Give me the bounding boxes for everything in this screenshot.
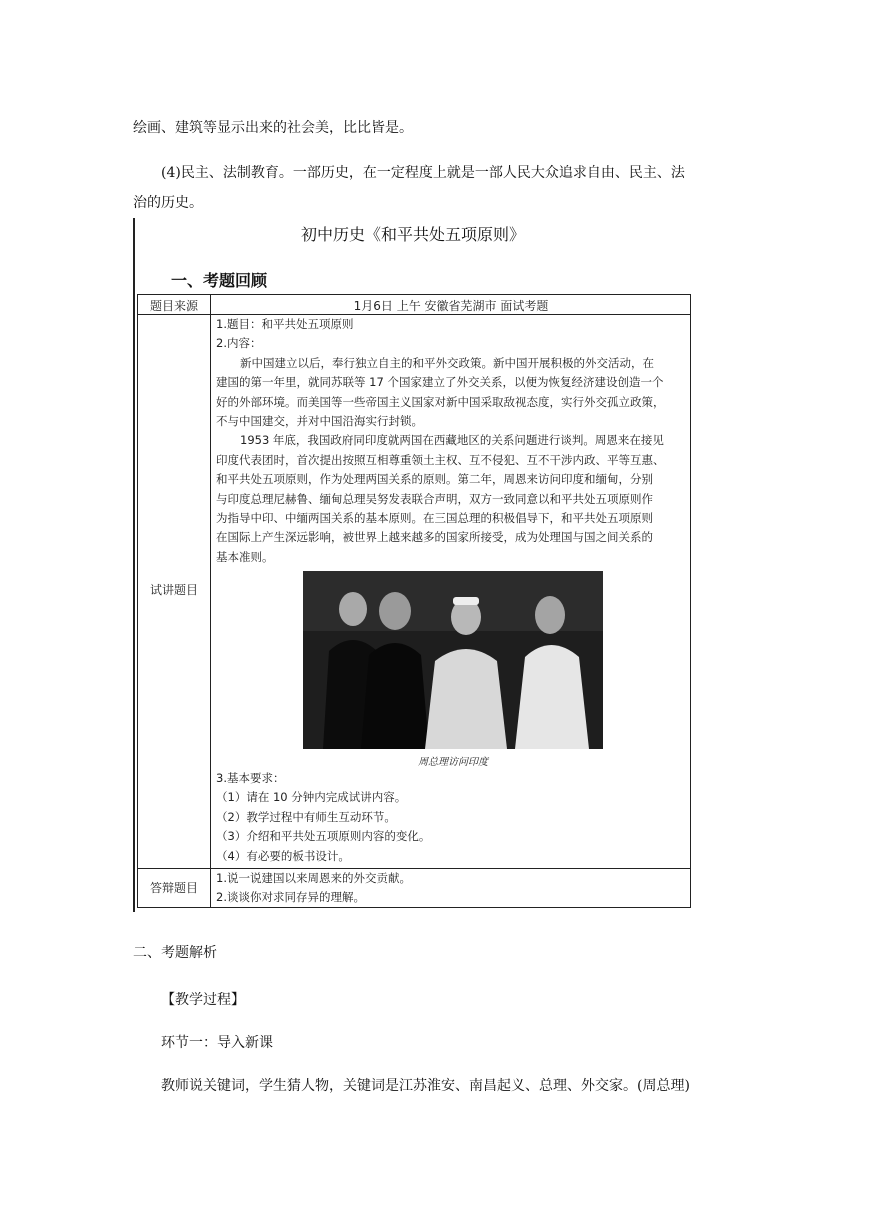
exam-sheet-image [133,218,693,912]
sheet-title: 初中历史《和平共处五项原则》 [300,225,525,244]
paragraph-line: 基本准则。 [216,549,274,564]
paragraph-line: 建国的第一年里，就同苏联等 17 个国家建立了外交关系，以便为恢复经济建设创造一个 [216,375,664,390]
lecture-label: 试讲题目 [149,583,198,597]
source-label: 题目来源 [149,299,198,313]
paragraph-line: 1953 年底，我国政府同印度就两国在西藏地区的关系问题进行谈判。周恩来在接见 [240,433,664,448]
exam-table [137,294,691,908]
lecture-content [216,315,686,567]
requirements-label: 3.基本要求： [216,771,285,785]
source-value: 1月6日 上午 安徽省芜湖市 面试考题 [353,299,549,313]
requirement-item: （2）教学过程中有师生互动环节。 [216,809,396,824]
section-heading: 二、考题解析 [133,945,217,961]
paragraph-line: 在国际上产生深远影响，被世界上越来越多的国家所接受，成为处理国与国之间关系的 [216,530,653,545]
defense-label: 答辩题目 [149,881,198,895]
sheet-subtitle: 一、考题回顾 [171,271,268,290]
paragraph-line: 新中国建立以后，奉行独立自主的和平外交政策。新中国开展积极的外交活动，在 [240,355,654,370]
body-text-line: 绘画、建筑等显示出来的社会美，比比皆是。 [133,120,413,136]
paragraph-line: 印度代表团时，首次提出按照互相尊重领土主权、互不侵犯、互不干涉内政、平等互惠、 [216,452,665,467]
requirement-item: （4）有必要的板书设计。 [216,848,350,863]
body-text-line: (4)民主、法制教育。一部历史，在一定程度上就是一部人民大众追求自由、民主、法 [161,165,685,181]
defense-item: 2.谈谈你对求同存异的理解。 [216,890,365,905]
teaching-process-heading: 【教学过程】 [161,992,245,1008]
body-text-line: 治的历史。 [133,195,203,211]
table-divider [210,295,211,907]
defense-item: 1.说一说建国以来周恩来的外交贡献。 [216,871,411,885]
photo-illustration [303,571,603,749]
requirement-item: （1）请在 10 分钟内完成试讲内容。 [216,790,407,805]
defense-content [216,869,686,908]
paragraph-line: 为指导中印、中缅两国关系的基本原则。在三国总理的积极倡导下，和平共处五项原则 [216,511,653,526]
paragraph-line: 不与中国建交，并对中国沿海实行封锁。 [216,414,423,429]
paragraph-line: 和平共处五项原则，作为处理两国关系的原则。第二年，周恩来访问印度和缅甸，分别 [216,472,653,487]
paragraph-line: 与印度总理尼赫鲁、缅甸总理吴努发表联合声明，双方一致同意以和平共处五项原则作 [216,491,653,506]
requirement-item: （3）介绍和平共处五项原则内容的变化。 [216,829,431,844]
requirements [216,769,686,866]
sheet-left-border [133,218,135,912]
photo-caption: 周总理访问印度 [418,757,488,768]
paragraph-line: 好的外部环境。而美国等一些帝国主义国家对新中国采取敌视态度，实行外交孤立政策， [216,394,665,409]
historical-photo [303,571,603,749]
lecture-topic: 1.题目：和平共处五项原则 [216,317,354,331]
content-label: 2.内容： [216,336,262,351]
step-heading: 环节一：导入新课 [161,1035,273,1051]
body-text-line: 教师说关键词，学生猜人物，关键词是江苏淮安、南昌起义、总理、外交家。(周总理) [161,1078,690,1094]
